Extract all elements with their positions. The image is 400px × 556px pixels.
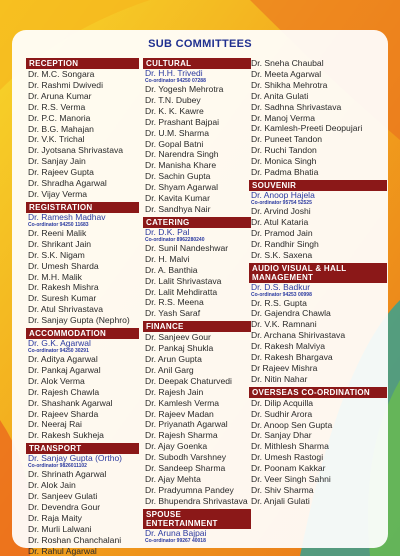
list-item: Dr. A. Banthia: [145, 264, 198, 275]
list-item: Dr. Shrinath Agarwal: [28, 469, 107, 480]
list-item: Dr. Devendra Gour: [28, 502, 101, 512]
section-heading: RECEPTION: [26, 58, 139, 69]
section-heading: CULTURAL: [143, 58, 251, 69]
coordinator-phone: Co-ordinator 9826011102: [28, 463, 87, 470]
member-list: [26, 469, 139, 556]
list-item: Dr. Umesh Sharda: [28, 260, 99, 271]
list-item: Dr. Rajeev Gupta: [28, 167, 94, 178]
list-item: Dr. Aditya Agarwal: [28, 354, 98, 365]
section-cultural: [143, 58, 251, 215]
list-item: Dr. Sanjay Jain: [28, 156, 86, 167]
list-item: Dr. Rakesh Sukheja: [28, 430, 104, 441]
section-souvenir: [249, 180, 387, 261]
list-item: Dr. Reeni Malik: [28, 227, 87, 238]
column-3: [249, 58, 387, 507]
list-item: Dr. Pramod Jain: [251, 227, 313, 238]
section-heading: FINANCE: [143, 321, 251, 332]
member-list: [26, 69, 139, 200]
list-item: Dr. Vijay Verma: [28, 188, 88, 199]
list-item: Dr. Rajesh Jain: [145, 386, 204, 397]
list-item: Dr. Sanjay Dhar: [251, 430, 312, 441]
coordinator-name: Dr. D.K. Pal: [145, 226, 190, 237]
section-overseas-coordination: [249, 387, 387, 507]
list-item: Dr. M.H. Malik: [28, 271, 82, 282]
list-item: Dr. Sadhna Shrivastava: [251, 101, 342, 112]
list-item: Dr. H. Malvi: [145, 253, 190, 264]
list-item: Dr. Shikha Mehrotra: [251, 79, 328, 90]
list-item: Dr. Monica Singh: [251, 156, 317, 167]
list-item: Dr. Gopal Batni: [145, 138, 204, 149]
member-list: [26, 354, 139, 441]
list-item: Dr. Anita Gulati: [251, 90, 309, 101]
list-item: Dr. Sanjeev Gulati: [28, 491, 98, 502]
list-item: Dr. Narendra Singh: [145, 149, 219, 160]
coordinator-name: Dr. Aruna Bajpai: [145, 527, 207, 538]
section-finance: [143, 321, 251, 507]
section-spouse-entertainment-continued: [249, 58, 387, 178]
list-item: Dr. Rakesh Bhargava: [251, 352, 333, 363]
member-list: [143, 332, 251, 507]
list-item: Dr. Mithlesh Sharma: [251, 441, 329, 452]
list-item: Dr. Pankaj Agarwal: [28, 364, 101, 375]
member-list: [143, 243, 251, 319]
section-heading: SPOUSE ENTERTAINMENT: [143, 509, 251, 529]
list-item: Dr. Rajesh Sharma: [145, 430, 218, 441]
list-item: Dr. Meeta Agarwal: [251, 68, 322, 79]
coordinator-phone: Co-ordinator 94250 11683: [28, 221, 89, 228]
list-item: Dr. Manisha Khare: [145, 160, 217, 171]
list-item: Dr. Sanjay Gupta (Nephro): [28, 315, 130, 326]
list-item: Dr. Prashant Bajpai: [145, 116, 220, 127]
list-item: Dr. V.K. Ramnani: [251, 319, 317, 330]
list-item: Dr. Aruna Kumar: [28, 90, 92, 101]
list-item: Dr. Roshan Chanchalani: [28, 534, 122, 545]
coordinator-name: Dr. Anoop Hajela: [251, 189, 315, 200]
list-item: Dr. Alok Jain: [28, 480, 76, 491]
coordinator-name: Dr. D.S. Badkur: [251, 281, 311, 292]
list-item: Dr. K. K. Kawre: [145, 105, 204, 116]
coordinator-phone: Co-ordinator 95754 52525: [251, 199, 312, 206]
list-item: Dr. Anil Garg: [145, 364, 194, 375]
list-item: Dr. Kavita Kumar: [145, 193, 210, 204]
member-list: [249, 58, 387, 178]
member-list: [249, 298, 387, 385]
list-item: Dr. Atul Shrivastava: [28, 304, 103, 315]
list-item: Dr. Alok Verma: [28, 375, 85, 386]
list-item: Dr. Kamlesh-Preeti Deopujari: [251, 123, 363, 134]
list-item: Dr. Sandeep Sharma: [145, 463, 226, 474]
list-item: Dr. Poonam Kakkar: [251, 463, 326, 474]
coordinator-name: Dr. H.H. Trivedi: [145, 68, 203, 78]
list-item: Dr. Shradha Agarwal: [28, 178, 107, 189]
list-item: Dr. Shyam Agarwal: [145, 182, 219, 193]
list-item: Dr. Padma Bhatia: [251, 167, 319, 178]
list-item: Dr. Sandhya Nair: [145, 203, 211, 214]
list-item: Dr. Arun Gupta: [145, 354, 202, 365]
coordinator-phone: Co-ordinator 94250 07288: [145, 78, 206, 84]
list-item: Dr. Sudhir Arora: [251, 408, 313, 419]
list-item: Dr. Shashank Agarwal: [28, 397, 113, 408]
list-item: Dr. Pradyumna Pandey: [145, 484, 234, 495]
section-heading: OVERSEAS CO-ORDINATION: [249, 387, 387, 398]
list-item: Dr. Anjali Gulati: [251, 495, 310, 506]
list-item: Dr. Ruchi Tandon: [251, 145, 317, 156]
section-heading: TRANSPORT: [26, 443, 139, 454]
list-item: Dr. Subodh Varshney: [145, 452, 227, 463]
list-item: Dr. Sunil Nandeshwar: [145, 242, 229, 253]
list-item: Dr. Puneet Tandon: [251, 134, 323, 145]
section-audio-visual-hall-management: [249, 263, 387, 385]
section-heading: REGISTRATION: [26, 202, 139, 213]
list-item: Dr. Deepak Chaturvedi: [145, 375, 232, 386]
list-item: Dr. Yogesh Mehrotra: [145, 84, 224, 94]
list-item: Dr. Veer Singh Sahni: [251, 474, 331, 485]
section-heading: SOUVENIR: [249, 180, 387, 191]
list-item: Dr. R.S. Verma: [28, 101, 86, 112]
section-catering: [143, 217, 251, 319]
list-item: Dr. Shrikant Jain: [28, 238, 92, 249]
list-item: Dr. Rajesh Chawla: [28, 386, 100, 397]
list-item: Dr. Neeraj Rai: [28, 419, 82, 430]
list-item: Dr. B.G. Mahajan: [28, 123, 94, 134]
list-item: Dr. Rajeev Madan: [145, 408, 214, 419]
list-item: Dr. Ajay Goenka: [145, 441, 208, 452]
list-item: Dr. Rajeev Sharda: [28, 408, 99, 419]
list-item: Dr. Arvind Joshi: [251, 205, 311, 216]
list-item: Dr. M.C. Songara: [28, 69, 95, 79]
list-item: Dr. Rahul Agarwal: [28, 545, 97, 556]
coordinator-name: Dr. Sanjay Gupta (Ortho): [28, 453, 123, 464]
list-item: Dr. Yash Saraf: [145, 308, 201, 319]
member-list: [249, 206, 387, 261]
list-item: Dr. S.K. Nigam: [28, 249, 85, 260]
list-item: Dr Rajeev Mishra: [251, 362, 318, 373]
list-item: Dr. V.K. Trichal: [28, 134, 85, 145]
list-item: Dr. R.S. Gupta: [251, 297, 307, 308]
list-item: Dr. R.S. Meena: [145, 297, 204, 308]
list-item: Dr. T.N. Dubey: [145, 94, 201, 105]
list-item: Dr. Suresh Kumar: [28, 293, 97, 304]
list-item: Dr. Randhir Singh: [251, 238, 319, 249]
list-item: Dr. Archana Shirivastava: [251, 330, 346, 341]
section-heading: AUDIO VISUAL & HALL MANAGEMENT: [249, 263, 387, 283]
list-item: Dr. Pankaj Shukla: [145, 343, 214, 354]
list-item: Dr. Sachin Gupta: [145, 171, 211, 182]
section-spouse-entertainment: [143, 509, 251, 544]
page-title: SUB COMMITTEES: [148, 38, 252, 50]
list-item: Dr. Lalit Mehdiratta: [145, 286, 218, 297]
section-heading: ACCOMMODATION: [26, 328, 139, 339]
list-item: Dr. Shiv Sharma: [251, 485, 314, 495]
list-item: Dr. U.M. Sharma: [145, 127, 209, 138]
member-list: [26, 228, 139, 326]
column-1: [26, 58, 139, 556]
list-item: Dr. Anoop Sen Gupta: [251, 419, 333, 430]
section-transport: [26, 443, 139, 556]
list-item: Dr. Sneha Chaubal: [251, 58, 324, 68]
list-item: Dr. Manoj Verma: [251, 112, 315, 123]
list-item: Dr. Sanjeev Gour: [145, 332, 211, 343]
list-item: Dr. Kamlesh Verma: [145, 397, 220, 408]
coordinator-phone: Co-ordinator 94253 00998: [251, 291, 312, 298]
list-item: Dr. S.K. Saxena: [251, 249, 313, 260]
list-item: Dr. Gajendra Chawla: [251, 308, 331, 319]
list-item: Dr. Rashmi Dwivedi: [28, 79, 103, 90]
coordinator-phone: Co-ordinator 99267 40018: [145, 537, 206, 544]
list-item: Dr. P.C. Manoria: [28, 112, 91, 123]
coordinator-phone: Co-ordinator 8962280240: [145, 236, 205, 243]
section-heading: CATERING: [143, 217, 251, 228]
list-item: Dr. Raja Maity: [28, 512, 82, 523]
coordinator-name: Dr. Ramesh Madhav: [28, 211, 106, 222]
list-item: Dr. Atul Kataria: [251, 216, 309, 227]
list-item: Dr. Rakesh Malviya: [251, 341, 326, 352]
list-item: Dr. Priyanath Agarwal: [145, 419, 228, 430]
coordinator-phone: Co-ordinator 94250 30291: [28, 348, 89, 355]
section-registration: [26, 202, 139, 326]
list-item: Dr. Jyotsana Shrivastava: [28, 145, 124, 156]
member-list: [249, 398, 387, 507]
list-item: Dr. Umesh Rastogi: [251, 452, 324, 463]
column-2: [143, 58, 251, 544]
list-item: Dr. Lalit Shrivastava: [145, 275, 222, 286]
list-item: Dr. Dilip Acquilla: [251, 397, 314, 408]
list-item: Dr. Ajay Mehta: [145, 474, 201, 484]
list-item: Dr. Murli Lalwani: [28, 523, 92, 534]
coordinator-name: Dr. G.K. Agarwal: [28, 338, 91, 349]
list-item: Dr. Nitin Nahar: [251, 373, 308, 384]
list-item: Dr. Rakesh Mishra: [28, 282, 99, 293]
section-accommodation: [26, 328, 139, 441]
section-reception: [26, 58, 139, 200]
list-item: Dr. Bhupendra Shrivastava: [145, 495, 248, 506]
member-list: [143, 84, 251, 215]
